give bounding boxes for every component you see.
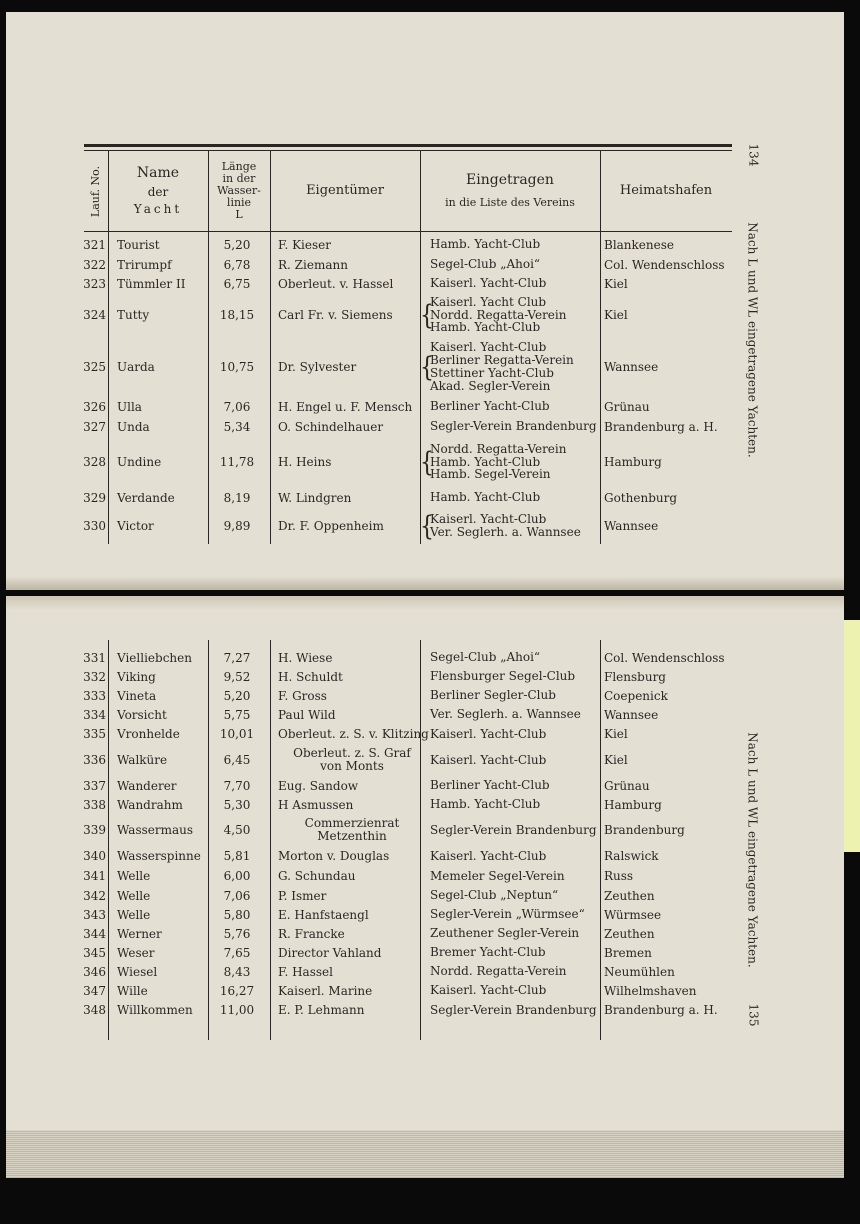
home-port: Kiel	[604, 727, 628, 741]
yacht-name: Vorsicht	[117, 707, 167, 722]
table-row	[84, 962, 732, 981]
owner: G. Schundau	[278, 869, 356, 883]
clubs	[430, 962, 566, 981]
clubs	[430, 274, 546, 293]
header-divider	[270, 151, 271, 231]
waterline-length: 6,75	[223, 276, 251, 291]
yacht-name: Viking	[117, 669, 156, 684]
club-entry: Kaiserl. Yacht-Club	[430, 340, 547, 355]
clubs	[430, 776, 550, 795]
waterline-length: 11,78	[219, 455, 255, 469]
owner: H Asmussen	[278, 797, 354, 812]
header-owner: Eigentümer	[306, 182, 384, 198]
waterline-length: 5,75	[223, 707, 251, 722]
clubs	[430, 846, 546, 866]
row-number: 325	[83, 360, 106, 374]
page-spine-shadow	[6, 596, 844, 610]
table-row	[84, 234, 732, 255]
waterline-length: 4,50	[223, 823, 251, 837]
club-entry: Bremer Yacht-Club	[430, 945, 546, 960]
club-entry: Berliner Regatta-Verein	[430, 353, 574, 368]
clubs	[430, 905, 585, 924]
waterline-length: 10,75	[219, 360, 255, 374]
header-rule-bottom	[84, 231, 732, 232]
table-row	[84, 437, 732, 487]
yacht-name: Trirumpf	[117, 257, 172, 272]
table-row	[84, 866, 732, 886]
waterline-length: 5,34	[223, 419, 251, 434]
row-number: 342	[83, 888, 106, 903]
page-number: 135	[746, 1003, 760, 1027]
table-row	[84, 795, 732, 814]
owner: E. P. Lehmann	[278, 1003, 365, 1017]
club-entry: Akad. Segler-Verein	[430, 378, 551, 393]
waterline-length: 7,70	[223, 778, 251, 793]
club-entry: Segler-Verein Brandenburg	[430, 822, 597, 837]
yacht-name: Walküre	[117, 753, 168, 767]
clubs	[430, 705, 581, 724]
club-entry: Kaiserl. Yacht-Club	[430, 752, 547, 767]
owner: F. Hassel	[278, 964, 333, 979]
yacht-name: Welle	[117, 907, 151, 922]
header-length: Länge in der Wasser- linie L	[217, 159, 261, 222]
row-number: 333	[83, 688, 106, 703]
owner: Director Vahland	[278, 945, 382, 960]
home-port: Grünau	[604, 399, 650, 414]
home-port: Brandenburg	[604, 823, 685, 837]
club-entry: Stettiner Yacht-Club	[430, 366, 554, 380]
yacht-name: Tutty	[117, 308, 150, 322]
owner: P. Ismer	[278, 888, 327, 903]
row-number: 332	[83, 669, 106, 684]
clubs	[430, 924, 579, 943]
club-entry: Kaiserl. Yacht-Club	[430, 848, 547, 863]
running-head: Nach L und WL eingetragene Yachten.	[746, 732, 760, 968]
home-port: Wannsee	[604, 360, 659, 374]
row-number: 348	[83, 1003, 106, 1017]
yacht-name: Wassermaus	[117, 823, 194, 837]
row-number: 323	[83, 276, 106, 291]
home-port: Zeuthen	[604, 888, 655, 903]
row-number: 330	[83, 519, 106, 533]
clubs	[430, 416, 597, 437]
club-entry: Segler-Verein Brandenburg	[430, 1002, 597, 1017]
waterline-length: 5,20	[223, 688, 251, 703]
home-port: Hamburg	[604, 797, 662, 812]
table-row	[84, 776, 732, 795]
club-entry: Segel-Club „Ahoi“	[430, 650, 541, 665]
header-divider	[108, 151, 109, 231]
waterline-length: 10,01	[219, 727, 255, 741]
table-row	[84, 846, 732, 866]
yacht-name: Wille	[117, 983, 148, 998]
home-port: Kiel	[604, 753, 628, 767]
yacht-name: Verdande	[117, 490, 175, 505]
club-entry: Kaiserl. Yacht-Club	[430, 726, 547, 741]
home-port: Wannsee	[604, 519, 659, 533]
clubs	[430, 337, 574, 397]
club-entry: Ver. Seglerh. a. Wannsee	[430, 525, 581, 539]
waterline-length: 6,78	[223, 257, 251, 272]
row-number: 345	[83, 945, 106, 960]
home-port: Flensburg	[604, 669, 666, 684]
header-divider	[600, 151, 601, 231]
owner: Carl Fr. v. Siemens	[278, 308, 393, 322]
table-row	[84, 814, 732, 846]
club-entry: Ver. Seglerh. a. Wannsee	[430, 707, 581, 722]
home-port: Bremen	[604, 945, 652, 960]
table-row	[84, 744, 732, 776]
owner: F. Gross	[278, 688, 327, 703]
owner: Oberleut. z. S. v. Klitzing	[278, 727, 429, 741]
table-header	[84, 151, 732, 231]
club-entry: Segler-Verein „Würmsee“	[430, 907, 585, 922]
row-number: 339	[83, 823, 106, 837]
home-port: Würmsee	[604, 907, 662, 922]
clubs	[430, 724, 546, 744]
table-row	[84, 705, 732, 724]
row-number: 346	[83, 964, 106, 979]
owner: Paul Wild	[278, 707, 336, 722]
owner: Eug. Sandow	[278, 778, 359, 793]
owner: F. Kieser	[278, 237, 331, 252]
home-port: Russ	[604, 869, 634, 883]
yacht-name: Wandrahm	[117, 797, 183, 812]
club-entry: Kaiserl. Yacht-Club	[430, 983, 547, 998]
table-row	[84, 667, 732, 686]
home-port: Hamburg	[604, 455, 662, 469]
yacht-name: Uarda	[117, 360, 155, 374]
header-lauf-no: Lauf. No.	[89, 165, 103, 217]
home-port: Col. Wendenschloss	[604, 257, 725, 272]
clubs	[430, 667, 575, 686]
page-number: 134	[746, 143, 760, 167]
waterline-length: 8,43	[223, 964, 251, 979]
row-number: 331	[83, 650, 106, 665]
waterline-length: 18,15	[219, 308, 255, 322]
waterline-length: 5,20	[223, 237, 251, 252]
yacht-name: Undine	[117, 455, 162, 469]
owner	[278, 744, 426, 776]
waterline-length: 8,19	[223, 490, 251, 505]
table-row	[84, 686, 732, 705]
club-entry: Berliner Yacht-Club	[430, 778, 550, 793]
owner: R. Ziemann	[278, 257, 348, 272]
yacht-name: Vineta	[117, 688, 157, 703]
brace-icon: {	[420, 446, 434, 478]
table-row	[84, 487, 732, 508]
yacht-name: Welle	[117, 869, 151, 883]
home-port: Zeuthen	[604, 926, 655, 941]
yacht-name: Wanderer	[117, 778, 177, 793]
home-port: Blankenese	[604, 237, 675, 252]
yacht-name: Weser	[117, 945, 155, 960]
owner: Dr. Sylvester	[278, 360, 357, 374]
table-row	[84, 508, 732, 544]
brace-icon: {	[420, 351, 434, 383]
club-entry: Nordd. Regatta-Verein	[430, 441, 567, 456]
clubs	[430, 487, 540, 508]
waterline-length: 11,00	[219, 1003, 255, 1017]
yacht-name: Wiesel	[117, 964, 158, 979]
owner: E. Hanfstaengl	[278, 907, 369, 922]
owner: W. Lindgren	[278, 490, 352, 505]
row-number: 338	[83, 797, 106, 812]
running-head: Nach L und WL eingetragene Yachten.	[746, 222, 760, 458]
clubs	[430, 255, 540, 274]
clubs	[430, 1000, 597, 1020]
club-entry: Kaiserl. Yacht Club	[430, 294, 547, 309]
club-entry: Nordd. Regatta-Verein	[430, 964, 567, 979]
clubs	[430, 648, 540, 667]
yacht-name: Victor	[117, 519, 154, 533]
club-entry: Hamb. Yacht-Club	[430, 320, 541, 335]
club-entry: Hamb. Segel-Verein	[430, 467, 551, 482]
row-number: 344	[83, 926, 106, 941]
owner-line: Metzenthin	[317, 829, 387, 843]
clubs	[430, 744, 546, 776]
owner: R. Francke	[278, 926, 345, 941]
club-entry: Hamb. Yacht-Club	[430, 237, 541, 252]
waterline-length: 7,65	[223, 945, 251, 960]
clubs	[430, 686, 556, 705]
waterline-length: 5,80	[223, 907, 251, 922]
clubs	[430, 943, 546, 962]
home-port: Coepenick	[604, 688, 668, 703]
header-registered: Eingetragen in die Liste des Vereins	[445, 172, 575, 209]
yacht-name: Ulla	[117, 399, 142, 414]
waterline-length: 5,76	[223, 926, 251, 941]
club-entry: Segel-Club „Ahoi“	[430, 257, 541, 272]
table-row	[84, 293, 732, 337]
table-row	[84, 274, 732, 293]
row-number: 336	[83, 753, 106, 767]
club-entry: Segel-Club „Neptun“	[430, 888, 559, 903]
yacht-name: Tümmler II	[117, 276, 186, 291]
header-divider	[208, 151, 209, 231]
club-entry: Hamb. Yacht-Club	[430, 454, 541, 469]
club-entry: Berliner Yacht-Club	[430, 399, 550, 414]
owner: H. Heins	[278, 455, 332, 469]
yacht-name: Tourist	[117, 237, 160, 252]
home-port: Ralswick	[604, 849, 659, 863]
table-row	[84, 981, 732, 1000]
row-number: 337	[83, 778, 106, 793]
waterline-length: 16,27	[219, 983, 255, 998]
table-row	[84, 1000, 732, 1020]
owner	[278, 814, 426, 846]
clubs	[430, 397, 550, 416]
clubs	[430, 981, 546, 1000]
club-entry: Kaiserl. Yacht-Club	[430, 512, 547, 527]
row-number: 329	[83, 490, 106, 505]
owner: H. Wiese	[278, 650, 333, 665]
row-number: 327	[83, 419, 106, 434]
waterline-length: 7,27	[223, 650, 251, 665]
row-number: 335	[83, 727, 106, 741]
row-number: 326	[83, 399, 106, 414]
row-number: 341	[83, 869, 106, 883]
clubs	[430, 234, 540, 255]
club-entry: Hamb. Yacht-Club	[430, 797, 541, 812]
page-edges	[6, 1130, 844, 1178]
yacht-name: Werner	[117, 926, 162, 941]
owner: H. Engel u. F. Mensch	[278, 399, 413, 414]
waterline-length: 6,00	[223, 869, 251, 883]
home-port: Gothenburg	[604, 490, 678, 505]
row-number: 328	[83, 455, 106, 469]
yacht-name: Vielliebchen	[117, 650, 192, 665]
club-entry: Hamb. Yacht-Club	[430, 490, 541, 505]
waterline-length: 5,81	[223, 849, 251, 863]
club-entry: Zeuthener Segler-Verein	[430, 926, 580, 941]
club-entry: Kaiserl. Yacht-Club	[430, 276, 547, 291]
table-row	[84, 905, 732, 924]
row-number: 343	[83, 907, 106, 922]
yacht-name: Vronhelde	[117, 727, 180, 741]
owner: Morton v. Douglas	[278, 849, 390, 863]
table-row	[84, 416, 732, 437]
clubs	[430, 886, 558, 905]
home-port: Kiel	[604, 308, 628, 322]
waterline-length: 7,06	[223, 888, 251, 903]
header-home-port: Heimatshafen	[619, 182, 713, 198]
clubs	[430, 437, 566, 487]
waterline-length: 9,89	[223, 519, 251, 533]
owner-line: Commerzienrat	[304, 816, 400, 831]
waterline-length: 9,52	[223, 669, 251, 684]
table-row	[84, 337, 732, 397]
table-row	[84, 924, 732, 943]
row-number: 347	[83, 983, 106, 998]
yacht-name: Willkommen	[117, 1003, 193, 1017]
club-entry: Memeler Segel-Verein	[430, 868, 565, 883]
home-port: Kiel	[604, 276, 628, 291]
brace-icon: {	[420, 510, 434, 542]
owner: H. Schuldt	[278, 669, 343, 684]
header-name: Name der Yacht	[133, 165, 183, 216]
row-number: 324	[83, 308, 106, 322]
owner-line: Oberleut. z. S. Graf	[293, 746, 411, 761]
owner: Oberleut. v. Hassel	[278, 276, 394, 291]
club-entry: Segler-Verein Brandenburg	[430, 419, 597, 434]
yacht-name: Welle	[117, 888, 151, 903]
home-port: Col. Wendenschloss	[604, 650, 725, 665]
owner-line: von Monts	[320, 759, 384, 773]
brace-icon: {	[420, 299, 434, 331]
header-divider	[420, 151, 421, 231]
header-rule-thick	[84, 144, 732, 147]
table-row	[84, 255, 732, 274]
table-row	[84, 886, 732, 905]
table-row	[84, 943, 732, 962]
page-spine-shadow	[6, 576, 844, 590]
home-port: Brandenburg a. H.	[604, 419, 718, 434]
home-port: Wannsee	[604, 707, 659, 722]
row-number: 334	[83, 707, 106, 722]
club-entry: Nordd. Regatta-Verein	[430, 307, 567, 322]
home-port: Neumühlen	[604, 964, 675, 979]
owner: O. Schindelhauer	[278, 419, 384, 434]
club-entry: Berliner Segler-Club	[430, 688, 556, 703]
waterline-length: 6,45	[223, 753, 251, 767]
owner: Dr. F. Oppenheim	[278, 519, 384, 533]
row-number: 340	[83, 849, 106, 863]
owner: Kaiserl. Marine	[278, 983, 373, 998]
waterline-length: 5,30	[223, 797, 251, 812]
home-port: Wilhelmshaven	[604, 983, 697, 998]
home-port: Grünau	[604, 778, 650, 793]
clubs	[430, 508, 581, 544]
clubs	[430, 293, 566, 337]
table-row	[84, 724, 732, 744]
row-number: 321	[83, 237, 106, 252]
waterline-length: 7,06	[223, 399, 251, 414]
club-entry: Flensburger Segel-Club	[430, 669, 576, 684]
table-row	[84, 397, 732, 416]
clubs	[430, 795, 540, 814]
yacht-name: Wasserspinne	[117, 849, 201, 863]
home-port: Brandenburg a. H.	[604, 1003, 718, 1017]
bookmark-tab	[844, 620, 860, 852]
clubs	[430, 866, 565, 886]
table-row	[84, 648, 732, 667]
row-number: 322	[83, 257, 106, 272]
clubs	[430, 814, 597, 846]
yacht-name: Unda	[117, 419, 150, 434]
